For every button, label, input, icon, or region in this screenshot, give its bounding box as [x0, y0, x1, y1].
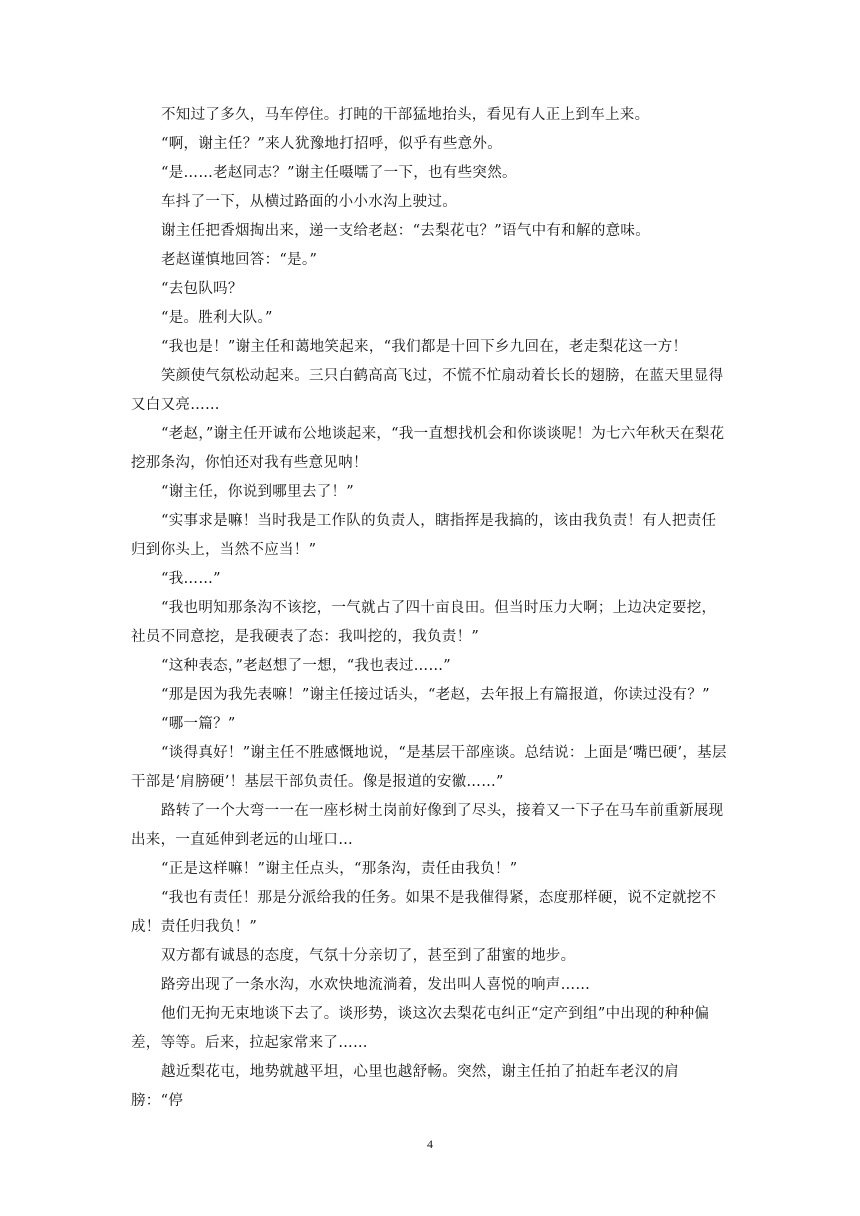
paragraph: “去包队吗？	[161, 281, 243, 297]
paragraph: “是……老赵同志？”谢主任嗫嚅了一下，也有些突然。	[161, 165, 517, 181]
paragraph: “谈得真好！”谢主任不胜感慨地说，“是基层干部座谈。总结说：上面是‘嘴巴硬’，基层干部是‘肩膀硬’！基层干部负责任。像是报道的安徽……”	[131, 745, 727, 790]
paragraph: “我……”	[161, 571, 221, 587]
paragraph: “啊，谢主任？”来人犹豫地打招呼，似乎有些意外。	[161, 136, 503, 152]
paragraph: 笑颜使气氛松动起来。三只白鹤高高飞过，不慌不忙扇动着长长的翅膀，在蓝天里显得又白又亮……	[131, 368, 724, 413]
paragraph: “我也是！”谢主任和蔼地笑起来，“我们都是十回下乡九回在，老走梨花这一方！	[161, 339, 688, 355]
paragraph: “我也明知那条沟不该挖，一气就占了四十亩良田。但当时压力大啊；上边决定要挖，社员不同意挖，是我硬表了态：我叫挖的，我负责！”	[131, 600, 717, 645]
paragraph: “哪一篇？”	[161, 716, 236, 732]
paragraph: 不知过了多久，马车停住。打盹的干部猛地抬头，看见有人正上到车上来。	[161, 107, 650, 123]
paragraph: 路转了一个大弯一一在一座杉树土岗前好像到了尽头，接着又一下子在马车前重新展现出来，一直延伸到老远的山垭口…	[131, 803, 724, 848]
paragraph: 他们无拘无束地谈下去了。谈形势，谈这次去梨花屯纠正“定产到组”中出现的种种偏差，等等。后来，拉起家常来了……	[131, 1006, 710, 1051]
paragraph: “这种表态，”老赵想了一想，“我也表过……”	[161, 658, 451, 674]
paragraph: 越近梨花屯，地势就越平坦，心里也越舒畅。突然，谢主任拍了拍赶车老汉的肩膀：“停	[131, 1064, 679, 1109]
paragraph: 老赵谨慎地回答：“是。”	[161, 252, 318, 268]
body-text	[131, 101, 731, 1116]
paragraph: “谢主任，你说到哪里去了！”	[161, 484, 355, 500]
paragraph: “正是这样嘛！”谢主任点头，“那条沟，责任由我负！”	[161, 861, 518, 877]
paragraph: “那是因为我先表嘛！”谢主任接过话头，“老赵，去年报上有篇报道，你读过没有？”	[161, 687, 710, 703]
paragraph: 车抖了一下，从横过路面的小小水沟上驶过。	[161, 194, 457, 210]
paragraph: “实事求是嘛！当时我是工作队的负责人，瞎指挥是我搞的，该由我负责！有人把责任归到你头上，当然不应当！”	[131, 513, 717, 558]
paragraph: 谢主任把香烟掏出来，递一支给老赵：“去梨花屯？”语气中有和解的意味。	[161, 223, 651, 239]
paragraph: 路旁出现了一条水沟，水欢快地流淌着，发出叫人喜悦的响声……	[161, 977, 591, 993]
paragraph: “老赵，”谢主任开诚布公地谈起来，“我一直想找机会和你谈谈呢！为七六年秋天在梨花挖那条沟，你怕还对我有些意见呐！	[131, 426, 725, 471]
page-number: 4	[427, 1137, 433, 1151]
paragraph: “是。胜利大队。”	[161, 310, 273, 326]
paragraph: “我也有责任！那是分派给我的任务。如果不是我催得紧，态度那样硬，说不定就挖不成！责任归我负！”	[131, 890, 717, 935]
paragraph: 双方都有诚恳的态度，气氛十分亲切了，甚至到了甜蜜的地步。	[161, 948, 576, 964]
